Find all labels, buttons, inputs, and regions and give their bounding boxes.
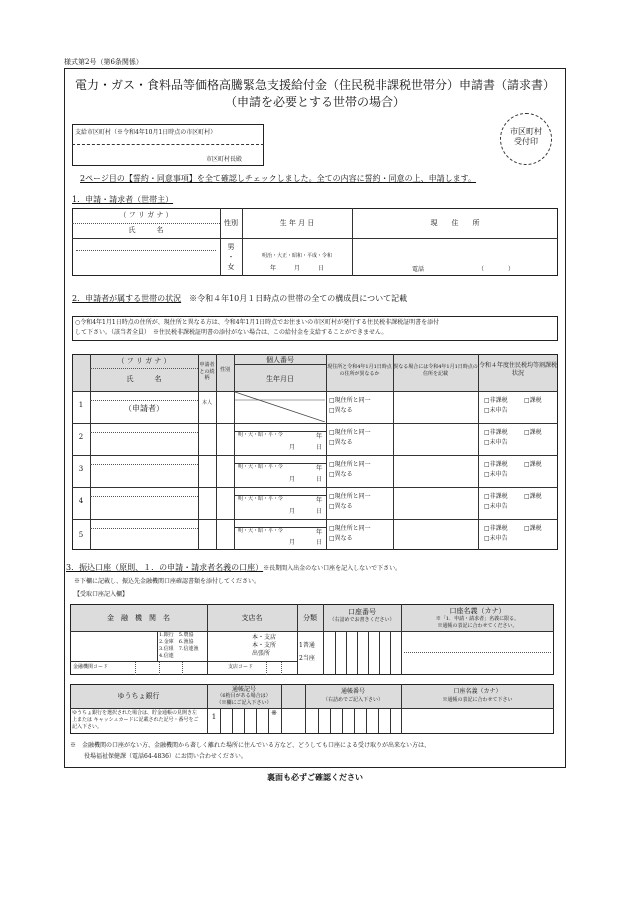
form-subtitle: （申請を必要とする世帯の場合）	[224, 95, 405, 109]
municipality-label: 支給市区町村（※令和4年10月1日時点の市区町村）	[75, 129, 217, 136]
account-number-input[interactable]	[324, 632, 400, 674]
name-header: 氏 名	[128, 226, 164, 234]
yucho-holder-input[interactable]	[402, 709, 553, 733]
addr-same-checkbox[interactable]: □現住所と同一	[329, 461, 371, 468]
birth-month: 月	[289, 539, 296, 546]
account-number-header: 口座番号	[348, 608, 376, 616]
addr-same-checkbox[interactable]: □現住所と同一	[329, 429, 371, 436]
household-note-2: して下さい。（該当者全員） ※住民税非課税証明書の添付がない場合は、この給付金を支給することができません。	[75, 329, 388, 336]
birth-header: 生 年 月 日	[279, 219, 315, 227]
yucho-holder-note: ※通帳の表記に合わせて下さい	[442, 697, 513, 703]
unfiled-checkbox[interactable]: □未申告	[484, 439, 508, 446]
phone-label: 電話	[412, 266, 425, 273]
receiving-account-label: 【受取口座記入欄】	[74, 591, 129, 598]
yucho-bango-input[interactable]	[306, 709, 400, 733]
section1-title: 1．申請・請求者（世帯主）	[72, 195, 174, 204]
municipality-chief: 市区町村長殿	[206, 156, 243, 163]
form-number: 様式第2号（第6条関係）	[64, 58, 143, 66]
holder-note-1: ※「1．申請・請求者」名義に限る。	[435, 616, 520, 622]
holder-header: 口座名義（カナ）	[449, 607, 506, 615]
tax-checkbox[interactable]: □課税	[524, 429, 542, 436]
birth-month: 月	[289, 508, 296, 515]
sex-female[interactable]: 女	[227, 263, 235, 271]
row-number: 1	[78, 401, 84, 409]
yucho-bango-header: 通帳番号	[340, 688, 365, 695]
stamp-line-1: 市区町村	[510, 127, 542, 136]
yucho-holder-header: 口座名義（カナ）	[453, 688, 502, 695]
hh-diff-header: 異なる場合には令和4年1月1日時点の住所を記載	[393, 364, 478, 377]
household-note-1: ○令和4年1月1日時点の住所が、現住所と異なる方は、令和4年1月1日時点でお住まいの市区町村が発行する住民税非課税証明書を添付	[75, 319, 440, 326]
sex-header: 性別	[224, 219, 238, 227]
branch-code-label: 支店コード	[228, 664, 254, 670]
footer-note-2: 役場福祉保健課（電話64-4836）にお問い合わせください。	[84, 753, 247, 760]
hh-furigana-header: （ フ リ ガ ナ ）	[117, 357, 171, 365]
birth-year: 年	[316, 529, 323, 536]
hh-tax-header: 令和４年度住民税均等割課税状況	[478, 362, 557, 378]
birth-month: 月	[289, 444, 296, 451]
yucho-bank-label: ゆうちょ銀行	[117, 692, 160, 700]
row-number: 3	[78, 465, 84, 473]
branch-name-header: 支店名	[241, 614, 263, 622]
nontax-checkbox[interactable]: □非課税	[484, 397, 508, 404]
yucho-note-2: 上または キャッシュカードに記載された記号・番号をご	[72, 717, 199, 723]
section3-title: 3．振込口座（原則、１．の申請・請求者名義の口座）	[66, 563, 264, 572]
era-options[interactable]: 明・大・昭・平・令	[238, 528, 284, 534]
bank-name-input[interactable]	[72, 633, 157, 659]
addr-diff-checkbox[interactable]: □異なる	[329, 407, 353, 414]
addr-diff-checkbox[interactable]: □異なる	[329, 503, 353, 510]
birth-month: 月	[289, 476, 296, 483]
birth-day: 日	[316, 444, 323, 451]
section2-heading	[72, 294, 407, 304]
branch-type-2[interactable]: 本・支所	[252, 642, 277, 649]
hh-mynumber-header: 個人番号	[266, 356, 294, 364]
tax-checkbox[interactable]: □課税	[524, 525, 542, 532]
tax-checkbox[interactable]: □課税	[524, 493, 542, 500]
sex-male[interactable]: 男	[227, 243, 235, 251]
yucho-kigo-header: 通帳記号	[231, 686, 256, 693]
bank-type-3[interactable]: 3.信組 7.信連漁	[159, 646, 199, 652]
section2-title: 2．申請者が属する世帯の状況	[72, 294, 182, 303]
stamp-line-2: 受付印	[514, 137, 538, 146]
section3-heading	[66, 563, 401, 573]
addr-diff-checkbox[interactable]: □異なる	[329, 471, 353, 478]
birth-year: 年	[316, 497, 323, 504]
bank-name-header: 金 融 機 関 名	[107, 614, 170, 622]
yucho-kigo-note-2: （※欄にご記入下さい）	[216, 700, 272, 706]
addr-diff-checkbox[interactable]: □異なる	[329, 535, 353, 542]
footer-note-1: ※ 金融機関の口座がない方、金融機関から著しく離れた場所に住んでいる方など、どうしても口座による受け取りが出来ない方は、	[70, 742, 431, 749]
hh-rel-header: 申請者との続柄	[199, 362, 215, 381]
account-type-ordinary[interactable]: 1普通	[299, 642, 315, 649]
unfiled-checkbox[interactable]: □未申告	[484, 503, 508, 510]
yucho-note-3: 記入下さい。	[72, 724, 103, 730]
unfiled-checkbox[interactable]: □未申告	[484, 535, 508, 542]
form-title: 電力・ガス・食料品等価格高騰緊急支援給付金（住民税非課税世帯分）申請書（請求書）	[74, 78, 555, 92]
nontax-checkbox[interactable]: □非課税	[484, 493, 508, 500]
pledge-text: 2ページ目の【誓約・同意事項】を全て確認しチェックしました。全ての内容に誓約・同意の上、申請します。	[80, 174, 477, 183]
furigana-header: （ フ リ ガ ナ ）	[119, 211, 173, 219]
self-name-label: （申請者）	[124, 404, 164, 413]
hh-birth-header: 生年月日	[266, 375, 294, 383]
hh-name-header: 氏 名	[126, 375, 162, 383]
yucho-bango-note: （右詰めでご記入下さい）	[322, 697, 383, 703]
bank-code-input[interactable]	[112, 662, 206, 675]
row-number: 5	[78, 531, 84, 539]
nontax-checkbox[interactable]: □非課税	[484, 525, 508, 532]
self-relation: 本人	[201, 400, 212, 406]
yucho-kigo-input[interactable]	[208, 709, 280, 733]
reception-stamp	[500, 113, 552, 165]
phone-input[interactable]: （ ）	[478, 266, 515, 273]
holder-name-input[interactable]	[402, 632, 553, 674]
era-options[interactable]: 明治・大正・昭和・平成・令和	[261, 253, 332, 259]
name-input[interactable]	[76, 254, 216, 272]
birth-ymd[interactable]: 年 月 日	[269, 265, 324, 272]
bank-code-label: 金融機関コード	[73, 664, 109, 670]
unfiled-checkbox[interactable]: □未申告	[484, 407, 508, 414]
birth-day: 日	[316, 539, 323, 546]
era-options[interactable]: 明・大・昭・平・令	[238, 464, 284, 470]
account-type-header: 分類	[303, 614, 317, 622]
bank-type-4[interactable]: 4.信連	[159, 653, 174, 659]
sex-dot: ・	[227, 253, 235, 261]
bank-type-2[interactable]: 2.金庫 6.漁協	[159, 639, 194, 645]
yucho-note-1: ゆうちょ銀行を選択された場合は、貯金通帳の見開き左	[72, 710, 198, 716]
birth-day: 日	[316, 476, 323, 483]
unfiled-checkbox[interactable]: □未申告	[484, 471, 508, 478]
birth-year: 年	[316, 465, 323, 472]
yucho-kigo-first-digit: 1	[211, 713, 217, 721]
row-number: 2	[78, 433, 84, 441]
birth-day: 日	[316, 508, 323, 515]
tax-checkbox[interactable]: □課税	[524, 397, 542, 404]
back-side-note: 裏面も必ずご確認ください	[267, 772, 363, 782]
branch-type-3[interactable]: 出張所	[252, 650, 271, 657]
branch-code-input[interactable]	[252, 662, 296, 675]
account-type-checking[interactable]: 2当座	[299, 655, 315, 662]
branch-name-input[interactable]	[209, 633, 249, 659]
nontax-checkbox[interactable]: □非課税	[484, 461, 508, 468]
section3-title-note: ※長期間入出金のない口座を記入しないで下さい。	[263, 565, 402, 572]
bank-type-1[interactable]: 1.銀行 5.農協	[159, 632, 194, 638]
branch-type-1[interactable]: 本・支店	[252, 634, 277, 641]
birth-year: 年	[316, 433, 323, 440]
nontax-checkbox[interactable]: □非課税	[484, 429, 508, 436]
furigana-input[interactable]	[76, 242, 216, 250]
address-header: 現 住 所	[430, 219, 480, 227]
yucho-kigo-note-1: （6桁目がある場合は）	[217, 693, 271, 699]
addr-same-checkbox[interactable]: □現住所と同一	[329, 397, 371, 404]
era-options[interactable]: 明・大・昭・平・令	[238, 496, 284, 502]
era-options[interactable]: 明・大・昭・平・令	[238, 432, 284, 438]
holder-note-2: ※通帳の表記に合わせてください。	[437, 623, 518, 629]
tax-checkbox[interactable]: □課税	[524, 461, 542, 468]
account-number-note: （右詰めでお書きください）	[329, 617, 395, 623]
self-mynumber-hatch	[235, 392, 325, 422]
row-number: 4	[78, 497, 84, 505]
address-input[interactable]	[356, 242, 552, 260]
addr-same-checkbox[interactable]: □現住所と同一	[329, 493, 371, 500]
section3-note: ※下欄に記載し、振込先金融機関口座確認書類を添付してください。	[74, 578, 261, 585]
hh-sex-header: 性別	[219, 367, 230, 373]
addr-diff-checkbox[interactable]: □異なる	[329, 439, 353, 446]
hh-addr-header: 現住所と令和4年1月1日時点の住所が異なるか	[327, 364, 392, 377]
section2-subtitle: ※令和４年10月１日時点の世帯の全ての構成員について記載	[189, 294, 408, 303]
addr-same-checkbox[interactable]: □現住所と同一	[329, 525, 371, 532]
yucho-kigo-asterisk: ※	[271, 709, 277, 717]
